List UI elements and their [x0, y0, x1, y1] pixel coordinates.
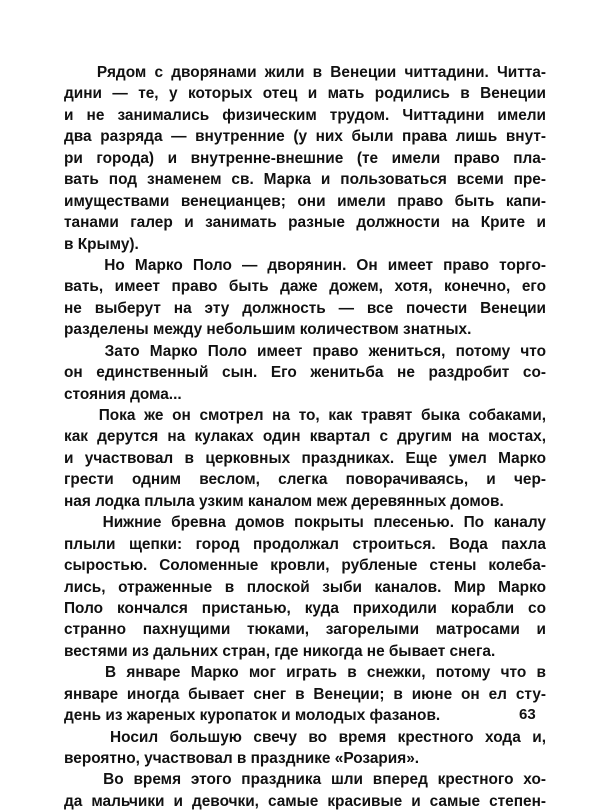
text-line: В январе Марко мог играть в снежки, потому что в: [64, 664, 546, 682]
text-line: Зато Марко Поло имеет право жениться, потому что: [64, 342, 546, 360]
text-line: ри города) и внутренне-внешние (те имели право пла-: [64, 149, 546, 167]
text-line: вать, имеет право быть даже дожем, хотя, конечно, его: [64, 278, 546, 296]
text-line: Во время этого праздника шли вперед крестного хо-: [64, 771, 546, 789]
text-line: Поло кончался пристанью, куда приходили корабли со: [64, 599, 546, 617]
body-text: [64, 62, 546, 812]
text-line: вать под знаменем св. Марка и пользоваться всеми пре-: [64, 171, 546, 189]
text-line: Нижние бревна домов покрыты плесенью. По каналу: [64, 514, 546, 532]
text-line: ная лодка плыла узким каналом меж деревянных домов.: [64, 492, 504, 510]
text-line: и участвовал в церковных праздниках. Еще умел Марко: [64, 449, 546, 467]
text-line: и не занимались физическим трудом. Читтадини имели: [64, 106, 546, 124]
text-line: лись, отраженные в плоской зыби каналов. Мир Марко: [64, 578, 546, 596]
text-line: Но Марко Поло — дворянин. Он имеет право торго-: [64, 256, 546, 274]
text-line: в Крыму).: [64, 235, 139, 253]
text-line: плыли щепки: город продолжал строиться. Вода пахла: [64, 535, 546, 553]
text-line: странно пахнущими тюками, загорелыми матросами и: [64, 621, 546, 639]
text-line: как дерутся на кулаках один квартал с другим на мостах,: [64, 428, 546, 446]
text-line: разделены между небольшим количеством знатных.: [64, 321, 472, 339]
text-line: Рядом с дворянами жили в Венеции читтадини. Читта-: [64, 64, 546, 81]
text-line: два разряда — внутренние (у них были права лишь внут-: [64, 128, 546, 146]
page-number: 63: [519, 706, 536, 723]
text-line: Пока же он смотрел на то, как травят быка собаками,: [64, 407, 546, 424]
text-line: сыростью. Соломенные кровли, рубленые стены колеба-: [64, 557, 546, 575]
text-line: вероятно, участвовал в празднике «Розария».: [64, 750, 420, 767]
text-line: не выберут на эту должность — все почести Венеции: [64, 299, 546, 317]
text-line: танами галер и занимать разные должности на Крите и: [64, 214, 546, 232]
text-line: имуществами венецианцев; они имели право быть капи-: [64, 192, 546, 210]
text-line: Носил большую свечу во время крестного хода и,: [64, 728, 546, 746]
text-line: вестями из дальних стран, где никогда не бывает снега.: [64, 642, 496, 660]
text-line: грести одним веслом, слегка поворачиваясь, и чер-: [64, 471, 546, 489]
text-line: дини — те, у которых отец и мать родились в Венеции: [64, 85, 546, 103]
text-line: январе иногда бывает снег в Венеции; в июне он ел сту-: [64, 685, 546, 703]
text-line: день из жареных куропаток и молодых фазанов.: [64, 707, 441, 725]
text-line: да мальчики и девочки, самые красивые и самые степен-: [64, 792, 546, 810]
text-line: он единственный сын. Его женитьба не раздробит со-: [64, 364, 546, 382]
text-line: стояния дома...: [64, 385, 182, 403]
